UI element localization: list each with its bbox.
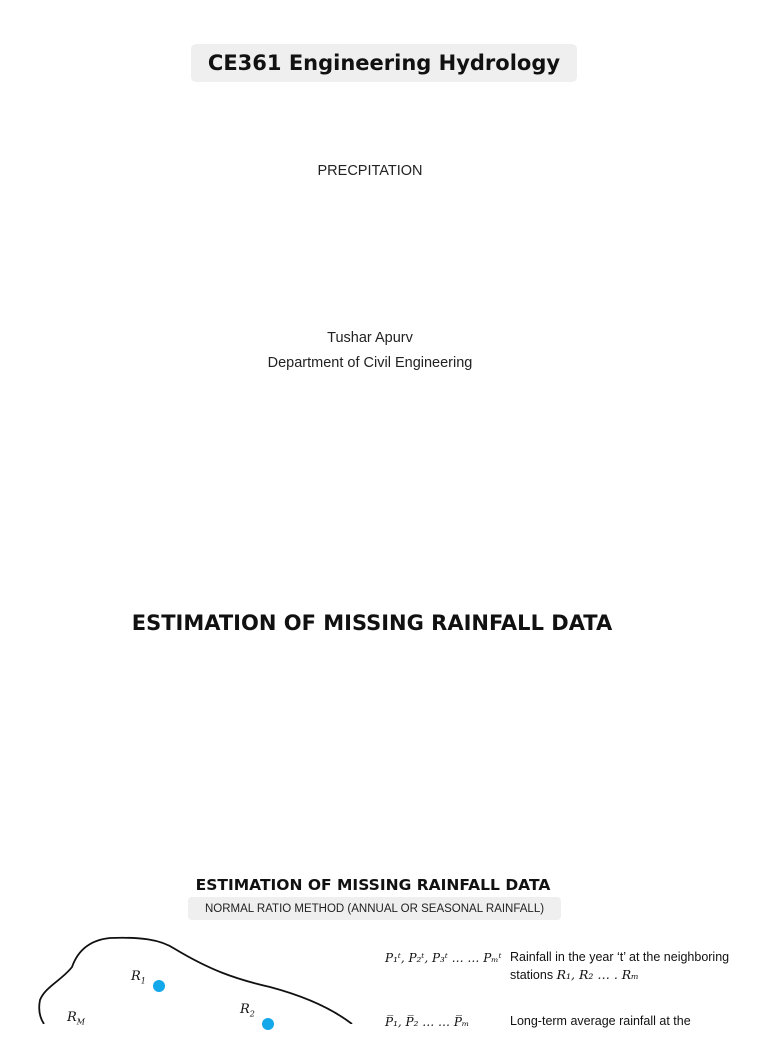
definitions-list [385,948,765,1058]
rain-gauge-r1 [153,980,165,992]
topic-title: PRECPITATION [317,163,423,179]
catchment-boundary [39,938,352,1024]
course-title: CE361 Engineering Hydrology [191,44,577,82]
section-heading: ESTIMATION OF MISSING RAINFALL DATA [131,611,613,635]
station-label-r2: $R_2$ [240,1002,255,1019]
method-subtitle: NORMAL RATIO METHOD (ANNUAL OR SEASONAL RAINFALL) [188,897,561,920]
slide-heading: ESTIMATION OF MISSING RAINFALL DATA [195,876,551,894]
definition-row [385,1012,765,1030]
station-label-rm: $R_M$ [67,1010,85,1027]
definition-symbol: P₁ᵗ, P₂ᵗ, P₃ᵗ … … Pₘᵗ [385,951,502,965]
department-name: Department of Civil Engineering [267,355,473,371]
rain-gauge-r2 [262,1018,274,1030]
definition-symbol: P̅₁, P̅₂ … … P̅ₘ [385,1015,470,1029]
catchment-diagram [0,925,380,1024]
station-label-r1: $R_1$ [131,969,146,986]
author-name: Tushar Apurv [327,330,413,346]
definition-text: Long-term average rainfall at the [510,1014,691,1028]
definition-row [385,948,765,984]
definition-text: Rainfall in the year ‘t’ at the neighboring stations R₁, R₂ … . Rₘ [510,950,730,982]
